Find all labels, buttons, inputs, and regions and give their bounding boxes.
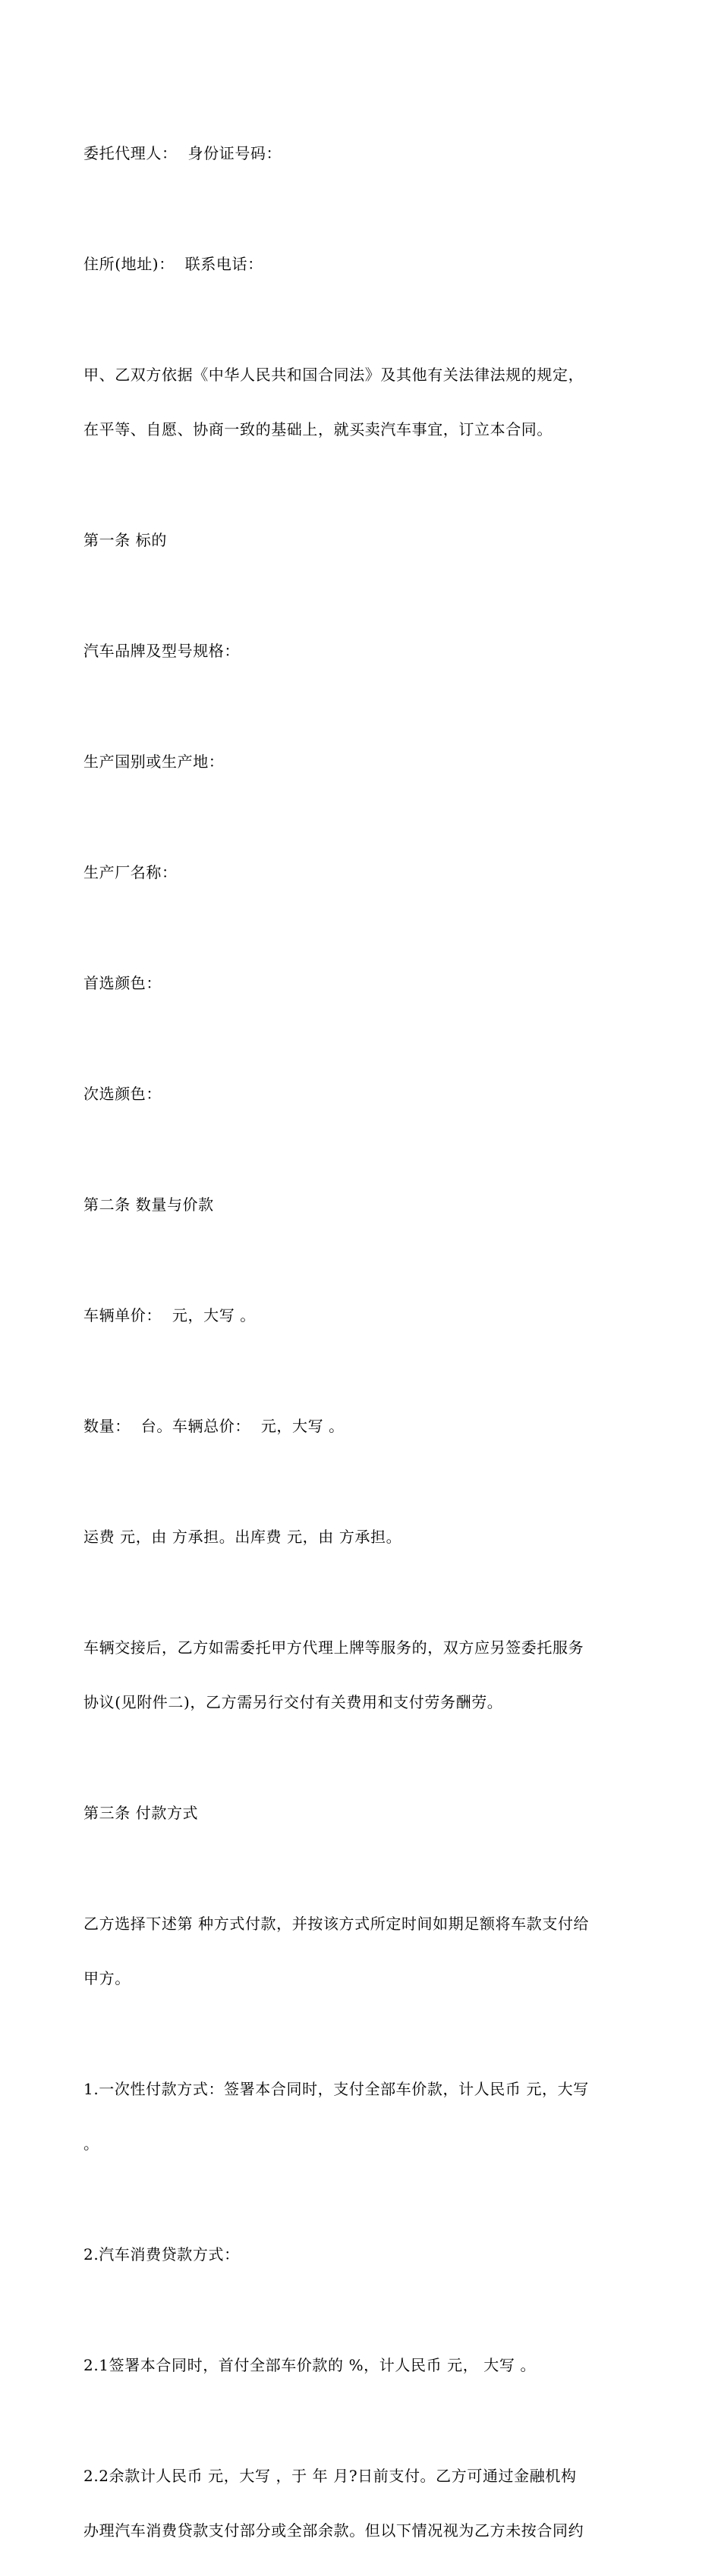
text-line: 汽车品牌及型号规格： (83, 642, 240, 660)
text-line: 车辆交接后，乙方如需委托甲方代理上牌等服务的，双方应另签委托服务 (83, 1638, 584, 1657)
heading-article-3 (83, 1767, 639, 1858)
paragraph-manufacturer (83, 827, 639, 918)
text-line: 。 (83, 2135, 99, 2153)
text-line: 车辆单价： 元，大写 。 (83, 1306, 256, 1324)
paragraph-lump-sum (83, 2044, 639, 2189)
paragraph-down-payment (83, 2320, 639, 2411)
text-line: 数量： 台。车辆总价： 元，大写 。 (83, 1417, 345, 1435)
heading-article-2 (83, 1159, 639, 1250)
paragraph-first-color (83, 938, 639, 1029)
text-line: 乙方选择下述第 种方式付款，并按该方式所定时间如期足额将车款支付给 (83, 1915, 590, 1933)
paragraph-loan (83, 2209, 639, 2300)
heading-article-1 (83, 495, 639, 586)
paragraph-quantity (83, 1381, 639, 1472)
text-line: 第二条 数量与价款 (83, 1195, 214, 1214)
text-line: 甲方。 (83, 1969, 131, 1987)
text-line: 1.一次性付款方式：签署本合同时，支付全部车价款，计人民币 元，大写 (83, 2080, 589, 2098)
paragraph-brand-model (83, 605, 639, 696)
text-line: 第三条 付款方式 (83, 1804, 199, 1822)
paragraph-origin (83, 716, 639, 807)
text-line: 次选颜色： (83, 1085, 162, 1103)
text-line: 2.汽车消费贷款方式： (83, 2245, 240, 2263)
text-line: 生产国别或生产地： (83, 752, 225, 771)
paragraph-unit-price (83, 1270, 639, 1361)
paragraph-address (83, 218, 639, 309)
paragraph-balance (83, 2430, 639, 2576)
text-line: 运费 元，由 方承担。出库费 元，由 方承担。 (83, 1528, 402, 1546)
text-line: 在平等、自愿、协商一致的基础上，就买卖汽车事宜，订立本合同。 (83, 420, 553, 438)
text-line: 第一条 标的 (83, 531, 167, 549)
paragraph-preamble (83, 329, 639, 475)
text-line: 住所(地址)： 联系电话： (83, 255, 263, 273)
text-line: 协议(见附件二)，乙方需另行交付有关费用和支付劳务酬劳。 (83, 1693, 503, 1711)
text-line: 生产厂名称： (83, 863, 178, 881)
text-line: 甲、乙双方依据《中华人民共和国合同法》及其他有关法律法规的规定， (83, 366, 584, 384)
paragraph-second-color (83, 1048, 639, 1139)
paragraph-registration-service (83, 1602, 639, 1748)
text-line: 委托代理人： 身份证号码： (83, 144, 282, 162)
text-line: 2.2余款计人民币 元，大写 ，于 年 月?日前支付。乙方可通过金融机构 (83, 2467, 577, 2485)
paragraph-freight (83, 1491, 639, 1582)
document-body (83, 108, 639, 2576)
paragraph-payment-choice (83, 1878, 639, 2024)
text-line: 2.1签署本合同时，首付全部车价款的 %，计人民币 元， 大写 。 (83, 2356, 537, 2374)
text-line: 办理汽车消费贷款支付部分或全部余款。但以下情况视为乙方未按合同约 (83, 2521, 584, 2540)
paragraph-agent (83, 108, 639, 199)
text-line: 首选颜色： (83, 974, 162, 992)
